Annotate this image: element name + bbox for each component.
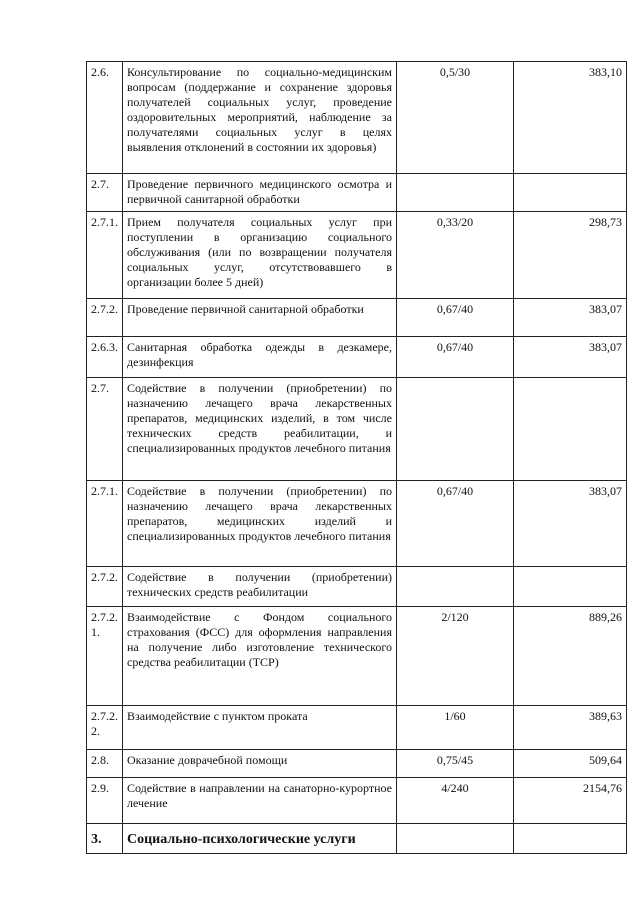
time-norm: 0,67/40 [397,299,514,337]
table-row [87,174,627,212]
service-name: Содействие в направлении на санаторно-курортное лечение [123,778,397,824]
row-number: 2.7. [87,174,123,212]
service-name: Содействие в получении (приобретении) по назначению лечащего врача лекарственных препаратов, медицинских изделий и специализированных продуктов лечебного питания [123,481,397,567]
service-name: Прием получателя социальных услуг при поступлении в организацию социального обслуживания (или по возвращении получателя социальных услуг, отсутствовавшего в организации более 5 дней) [123,212,397,299]
row-number: 2.7.2. [87,299,123,337]
service-name: Содействие в получении (приобретении) по назначению лечащего врача лекарственных препаратов, медицинских изделий, в том числе технических средств реабилитации, и специализированных продуктов лечебного питания [123,378,397,481]
table-row [87,299,627,337]
time-norm: 0,33/20 [397,212,514,299]
service-name: Консультирование по социально-медицинским вопросам (поддержание и сохранение здоровья получателей социальных услуг, проведение оздоровительных мероприятий, наблюдение за получателями социальных услуг в целях выявления отклонений в состоянии их здоровья) [123,62,397,174]
price: 889,26 [514,607,627,706]
price: 383,07 [514,299,627,337]
section-number: 3. [87,824,123,854]
table-row [87,567,627,607]
time-norm: 0,75/45 [397,750,514,778]
table-row [87,481,627,567]
table-row [87,212,627,299]
row-number: 2.7.2. 2. [87,706,123,750]
service-name: Оказание доврачебной помощи [123,750,397,778]
row-number: 2.6. [87,62,123,174]
service-name: Взаимодействие с Фондом социального страхования (ФСС) для оформления направления на получение либо изготовление технического средства реабилитации (ТСР) [123,607,397,706]
section-empty-cell [397,824,514,854]
table-row [87,778,627,824]
row-number: 2.9. [87,778,123,824]
row-number: 2.7. [87,378,123,481]
price: 383,07 [514,481,627,567]
table-row [87,337,627,378]
time-norm: 0,67/40 [397,337,514,378]
price [514,174,627,212]
time-norm: 0,5/30 [397,62,514,174]
service-name: Проведение первичной санитарной обработки [123,299,397,337]
price: 298,73 [514,212,627,299]
table-row [87,62,627,174]
time-norm: 0,67/40 [397,481,514,567]
table-row [87,378,627,481]
price: 383,10 [514,62,627,174]
time-norm [397,174,514,212]
time-norm: 4/240 [397,778,514,824]
table-row [87,706,627,750]
price [514,567,627,607]
row-number: 2.7.2. [87,567,123,607]
row-number: 2.8. [87,750,123,778]
time-norm: 2/120 [397,607,514,706]
row-number: 2.7.1. [87,481,123,567]
section-empty-cell [514,824,627,854]
row-number: 2.6.3. [87,337,123,378]
price: 2154,76 [514,778,627,824]
price [514,378,627,481]
service-name: Содействие в получении (приобретении) технических средств реабилитации [123,567,397,607]
price: 389,63 [514,706,627,750]
row-number: 2.7.2. 1. [87,607,123,706]
time-norm: 1/60 [397,706,514,750]
services-table [86,61,627,854]
price: 509,64 [514,750,627,778]
section-header-row [87,824,627,854]
table-row [87,750,627,778]
time-norm [397,378,514,481]
service-name: Взаимодействие с пунктом проката [123,706,397,750]
section-title: Социально-психологические услуги [123,824,397,854]
row-number: 2.7.1. [87,212,123,299]
service-name: Проведение первичного медицинского осмотра и первичной санитарной обработки [123,174,397,212]
price: 383,07 [514,337,627,378]
time-norm [397,567,514,607]
table-row [87,607,627,706]
service-name: Санитарная обработка одежды в дезкамере, дезинфекция [123,337,397,378]
